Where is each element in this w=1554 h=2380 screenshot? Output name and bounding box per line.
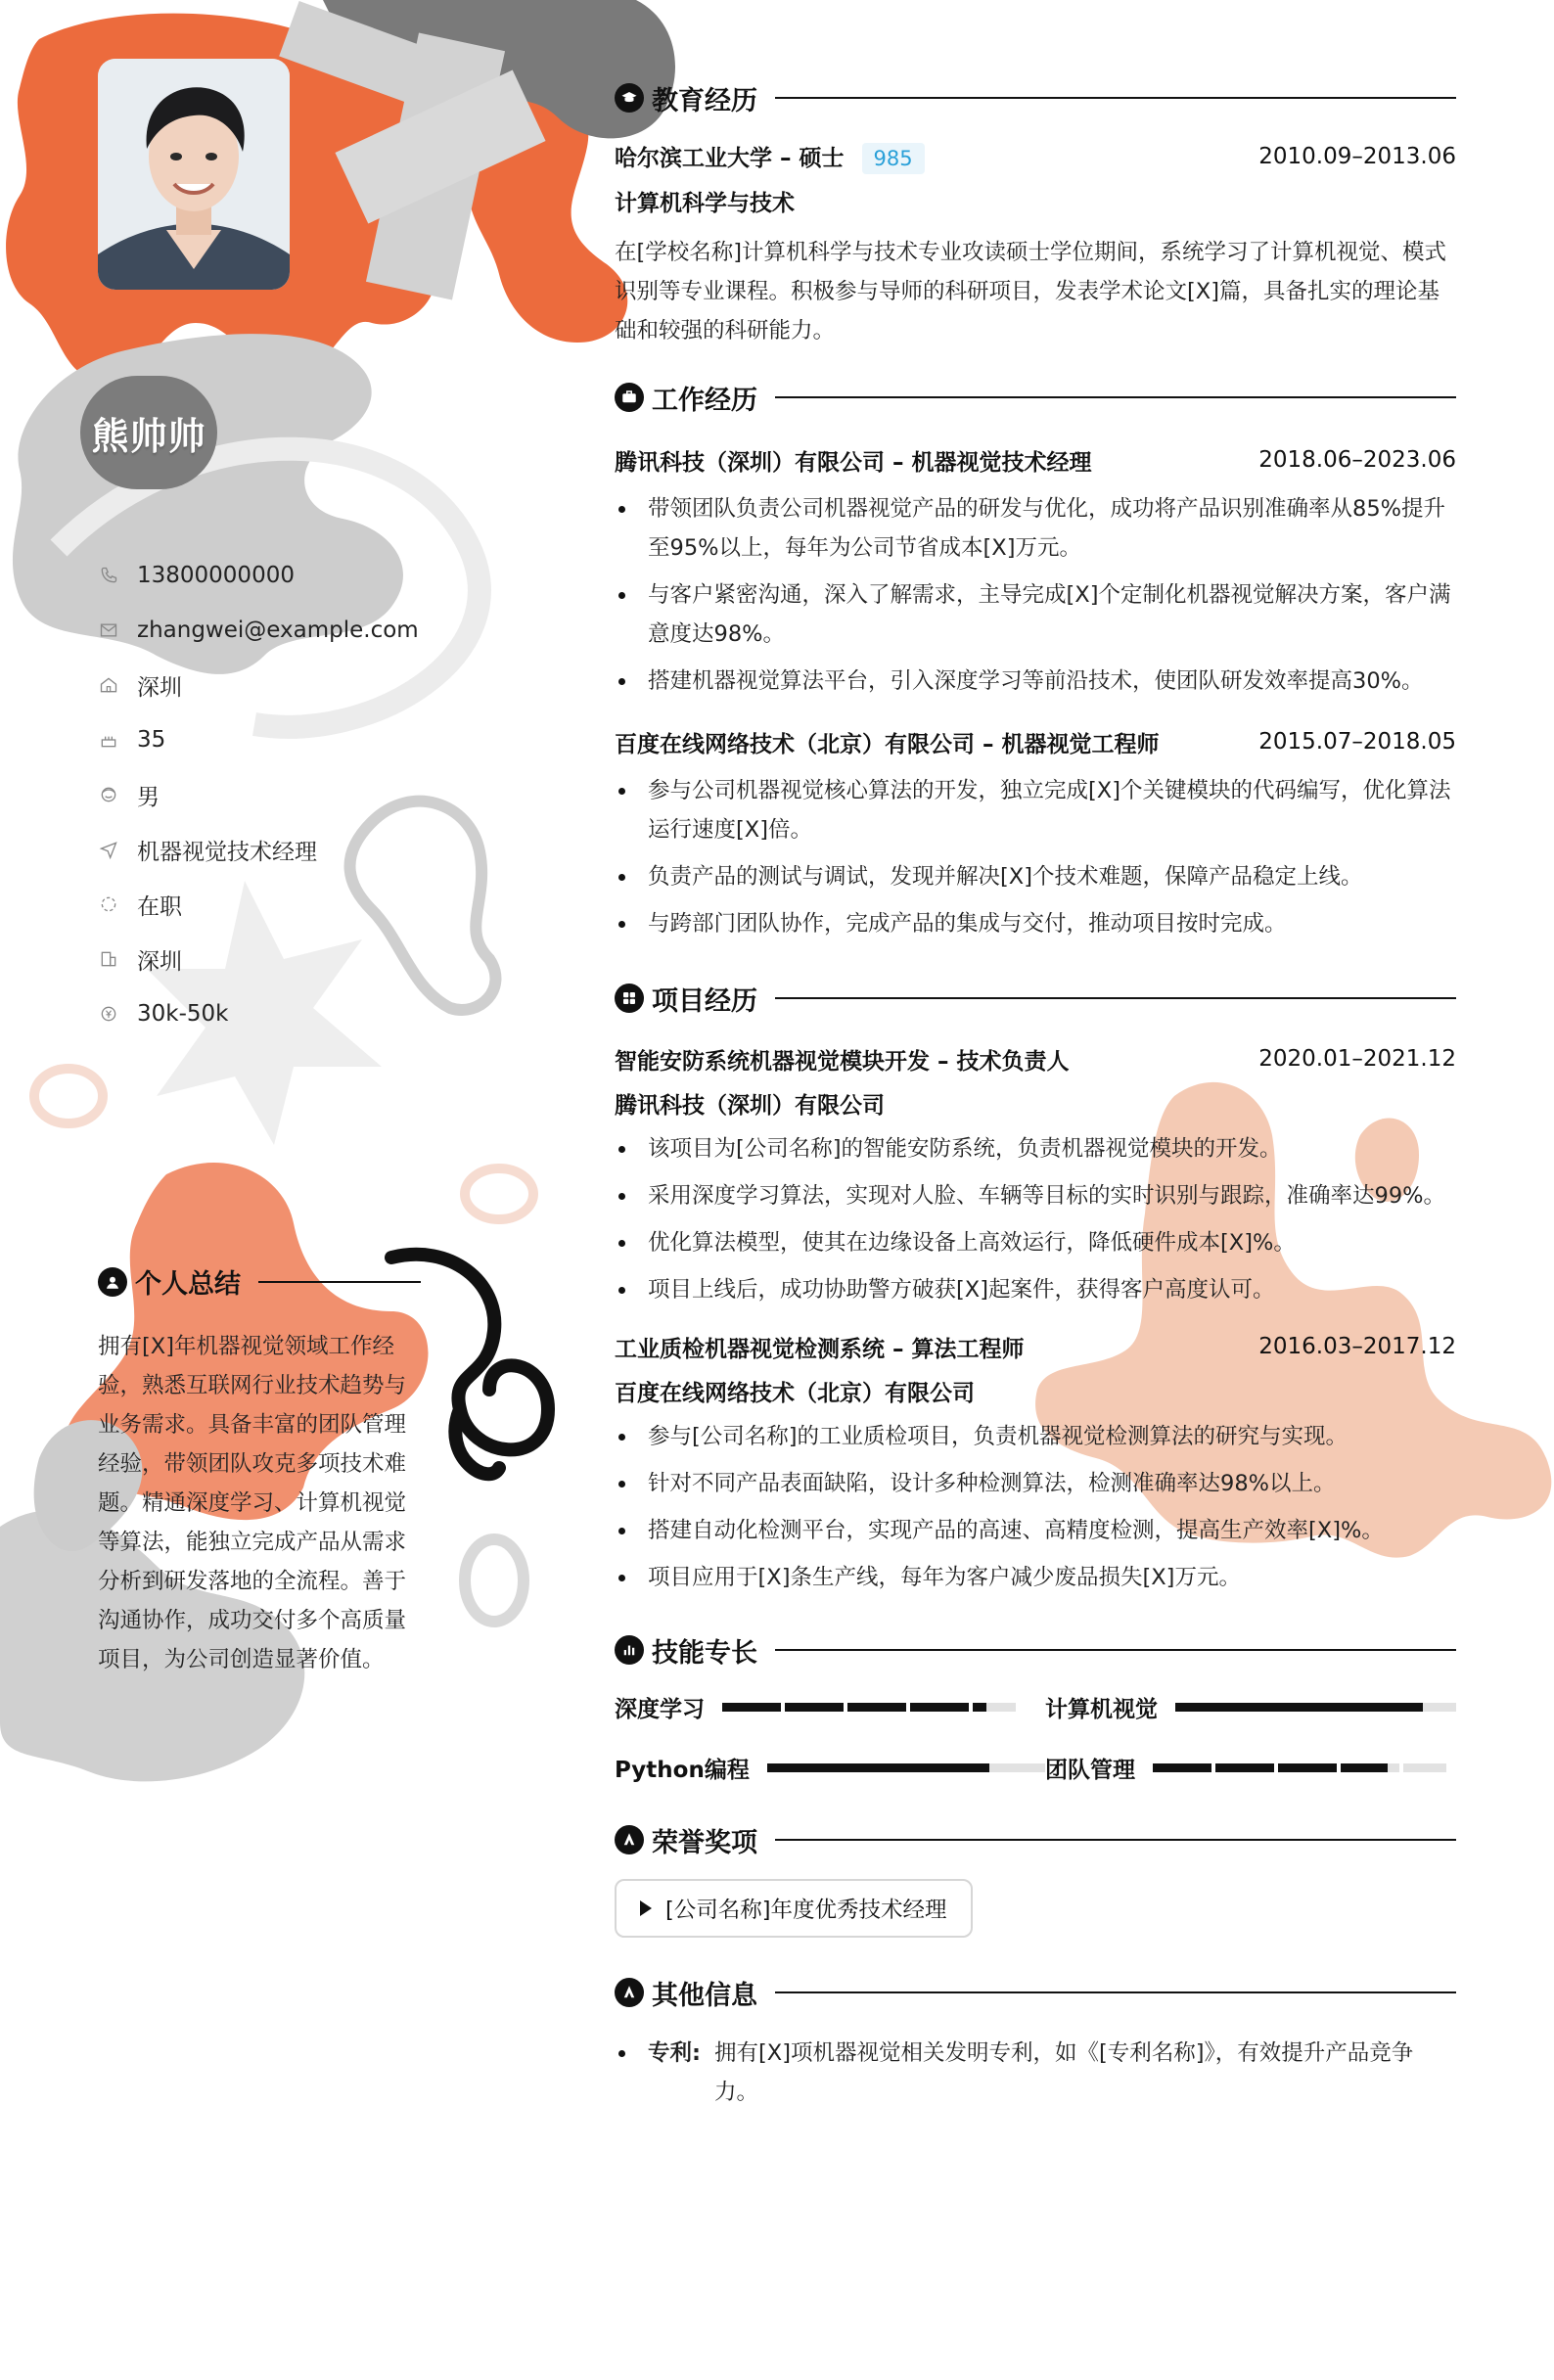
project-title: 智能安防系统机器视觉模块开发 – 技术负责人 [615, 1048, 1070, 1075]
list-item: 针对不同产品表面缺陷，设计多种检测算法，检测准确率达98%以上。 [615, 1464, 1456, 1503]
project-bullets [615, 1417, 1456, 1597]
contact-text: 深圳 [137, 674, 182, 701]
project-date: 2020.01–2021.12 [1258, 1046, 1456, 1072]
other-list [615, 2034, 1456, 2112]
project-company: 腾讯科技（深圳）有限公司 [615, 1093, 885, 1119]
cake-icon [98, 729, 119, 751]
contact-text: zhangwei@example.com [137, 618, 419, 643]
list-item: 与跨部门团队协作，完成产品的集成与交付，推动项目按时完成。 [615, 904, 1456, 943]
section-divider [775, 97, 1456, 99]
education-major: 计算机科学与技术 [615, 191, 795, 216]
list-item [615, 2034, 1456, 2112]
user-icon [98, 1267, 127, 1297]
avatar [98, 59, 290, 290]
other-title: 其他信息 [652, 1980, 757, 2011]
skills-grid [615, 1679, 1456, 1789]
skill-item [1045, 1746, 1456, 1789]
list-item: 参与公司机器视觉核心算法的开发，独立完成[X]个关键模块的代码编写，优化算法运行速度[X]倍。 [615, 771, 1456, 849]
job-header [615, 718, 1456, 765]
mail-icon [98, 619, 119, 641]
contact-text: 在职 [137, 893, 182, 920]
contact-text: 男 [137, 784, 160, 810]
contact-status [98, 877, 419, 932]
graduation-cap-icon [615, 83, 644, 113]
job-title: 百度在线网络技术（北京）有限公司 – 机器视觉工程师 [615, 731, 1160, 757]
contact-list [98, 548, 419, 1041]
project-header [615, 1035, 1456, 1082]
award-icon [615, 1978, 644, 2007]
yen-icon [98, 1003, 119, 1025]
main-column [615, 69, 1456, 2120]
briefcase-icon [615, 383, 644, 412]
skill-bar [722, 1703, 1016, 1712]
status-icon [98, 893, 119, 915]
contact-text: 机器视觉技术经理 [137, 839, 317, 865]
section-divider [775, 396, 1456, 398]
skills-header [615, 1621, 1456, 1679]
work-header [615, 368, 1456, 427]
award-icon [615, 1825, 644, 1854]
home-icon [98, 674, 119, 696]
section-divider [258, 1281, 421, 1283]
work-title: 工作经历 [652, 385, 757, 416]
other-text: 拥有[X]项机器视觉相关发明专利，如《[专利名称]》，有效提升产品竞争力。 [714, 2040, 1414, 2105]
award-item [615, 1879, 973, 1938]
send-icon [98, 839, 119, 860]
skills-title: 技能专长 [652, 1637, 757, 1669]
person-name: 熊帅帅 [91, 414, 206, 458]
list-item: 项目上线后，成功协助警方破获[X]起案件，获得客户高度认可。 [615, 1270, 1456, 1309]
project-bullets [615, 1129, 1456, 1309]
education-date: 2010.09–2013.06 [1258, 144, 1456, 169]
skill-bar [767, 1763, 1045, 1772]
list-item: 与客户紧密沟通，深入了解需求，主导完成[X]个定制化机器视觉解决方案，客户满意度达98%。 [615, 575, 1456, 654]
other-label: 专利: [648, 2040, 701, 2066]
contact-work-city [98, 932, 419, 986]
projects-title: 项目经历 [652, 985, 757, 1017]
avatar-portrait-icon [98, 59, 290, 290]
summary-title: 个人总结 [135, 1269, 241, 1300]
list-item: 优化算法模型，使其在边缘设备上高效运行，降低硬件成本[X]%。 [615, 1223, 1456, 1262]
skill-name: 团队管理 [1045, 1757, 1135, 1783]
skill-name: 计算机视觉 [1045, 1696, 1158, 1722]
education-entry-header [615, 133, 1456, 180]
project-date: 2016.03–2017.12 [1258, 1334, 1456, 1359]
play-arrow-icon [640, 1900, 652, 1916]
awards-title: 荣誉奖项 [652, 1827, 757, 1858]
summary-header [98, 1262, 421, 1301]
list-item: 负责产品的测试与调试，发现并解决[X]个技术难题，保障产品稳定上线。 [615, 857, 1456, 896]
face-icon [98, 784, 119, 805]
education-title: 教育经历 [652, 85, 757, 116]
project-title: 工业质检机器视觉检测系统 – 算法工程师 [615, 1336, 1025, 1362]
job-date: 2018.06–2023.06 [1258, 447, 1456, 473]
education-description: 在[学校名称]计算机科学与技术专业攻读硕士学位期间，系统学习了计算机视觉、模式识别等专业课程。积极参与导师的科研项目，发表学术论文[X]篇，具备扎实的理论基础和较强的科研能力。 [615, 240, 1447, 343]
list-item: 带领团队负责公司机器视觉产品的研发与优化，成功将产品识别准确率从85%提升至95%以上，每年为公司节省成本[X]万元。 [615, 489, 1456, 568]
skill-name: Python编程 [615, 1757, 750, 1783]
section-divider [775, 1991, 1456, 1993]
contact-text: 13800000000 [137, 563, 295, 588]
contact-gender [98, 767, 419, 822]
award-text: [公司名称]年度优秀技术经理 [665, 1898, 947, 1923]
job-header [615, 436, 1456, 483]
skill-item [615, 1746, 1045, 1789]
skill-bar-fill [1175, 1703, 1423, 1712]
contact-phone [98, 548, 419, 603]
name-plate [80, 376, 217, 489]
school-name: 哈尔滨工业大学 – 硕士 [615, 145, 845, 171]
skill-item [1045, 1685, 1456, 1728]
job-bullets [615, 489, 1456, 701]
contact-age [98, 712, 419, 767]
skill-item [615, 1685, 1045, 1728]
list-item: 该项目为[公司名称]的智能安防系统，负责机器视觉模块的开发。 [615, 1129, 1456, 1168]
education-header [615, 69, 1456, 127]
other-header [615, 1963, 1456, 2022]
contact-text: 深圳 [137, 948, 182, 975]
awards-header [615, 1810, 1456, 1869]
job-title: 腾讯科技（深圳）有限公司 – 机器视觉技术经理 [615, 449, 1092, 476]
list-item: 采用深度学习算法，实现对人脸、车辆等目标的实时识别与跟踪，准确率达99%。 [615, 1176, 1456, 1215]
list-item: 参与[公司名称]的工业质检项目，负责机器视觉检测算法的研究与实现。 [615, 1417, 1456, 1456]
skill-bar [1153, 1763, 1446, 1772]
job-bullets [615, 771, 1456, 943]
list-item: 项目应用于[X]条生产线，每年为客户减少废品损失[X]万元。 [615, 1558, 1456, 1597]
job-date: 2015.07–2018.05 [1258, 729, 1456, 755]
skill-name: 深度学习 [615, 1696, 705, 1722]
section-divider [775, 1649, 1456, 1651]
contact-salary [98, 986, 419, 1041]
skill-bar-fill [767, 1763, 989, 1772]
project-header [615, 1323, 1456, 1370]
project-company: 百度在线网络技术（北京）有限公司 [615, 1381, 975, 1406]
list-item: 搭建自动化检测平台，实现产品的高速、高精度检测，提高生产效率[X]%。 [615, 1511, 1456, 1550]
building-icon [98, 948, 119, 970]
school-badge: 985 [862, 143, 925, 174]
list-item: 搭建机器视觉算法平台，引入深度学习等前沿技术，使团队研发效率提高30%。 [615, 662, 1456, 701]
section-divider [775, 1839, 1456, 1841]
contact-email [98, 603, 419, 658]
contact-text: 30k-50k [137, 1001, 229, 1027]
chart-icon [615, 1635, 644, 1665]
phone-icon [98, 565, 119, 586]
section-divider [775, 997, 1456, 999]
summary-text: 拥有[X]年机器视觉领域工作经验，熟悉互联网行业技术趋势与业务需求。具备丰富的团队管理经验，带领团队攻克多项技术难题。精通深度学习、计算机视觉等算法，能独立完成产品从需求分析到研发落地的全流程。善于沟通协作，成功交付多个高质量项目，为公司创造显著价值。 [98, 1334, 407, 1672]
projects-header [615, 969, 1456, 1028]
contact-position [98, 822, 419, 877]
grid-icon [615, 984, 644, 1013]
skill-bar [1175, 1703, 1456, 1712]
contact-city [98, 658, 419, 712]
contact-text: 35 [137, 727, 166, 753]
